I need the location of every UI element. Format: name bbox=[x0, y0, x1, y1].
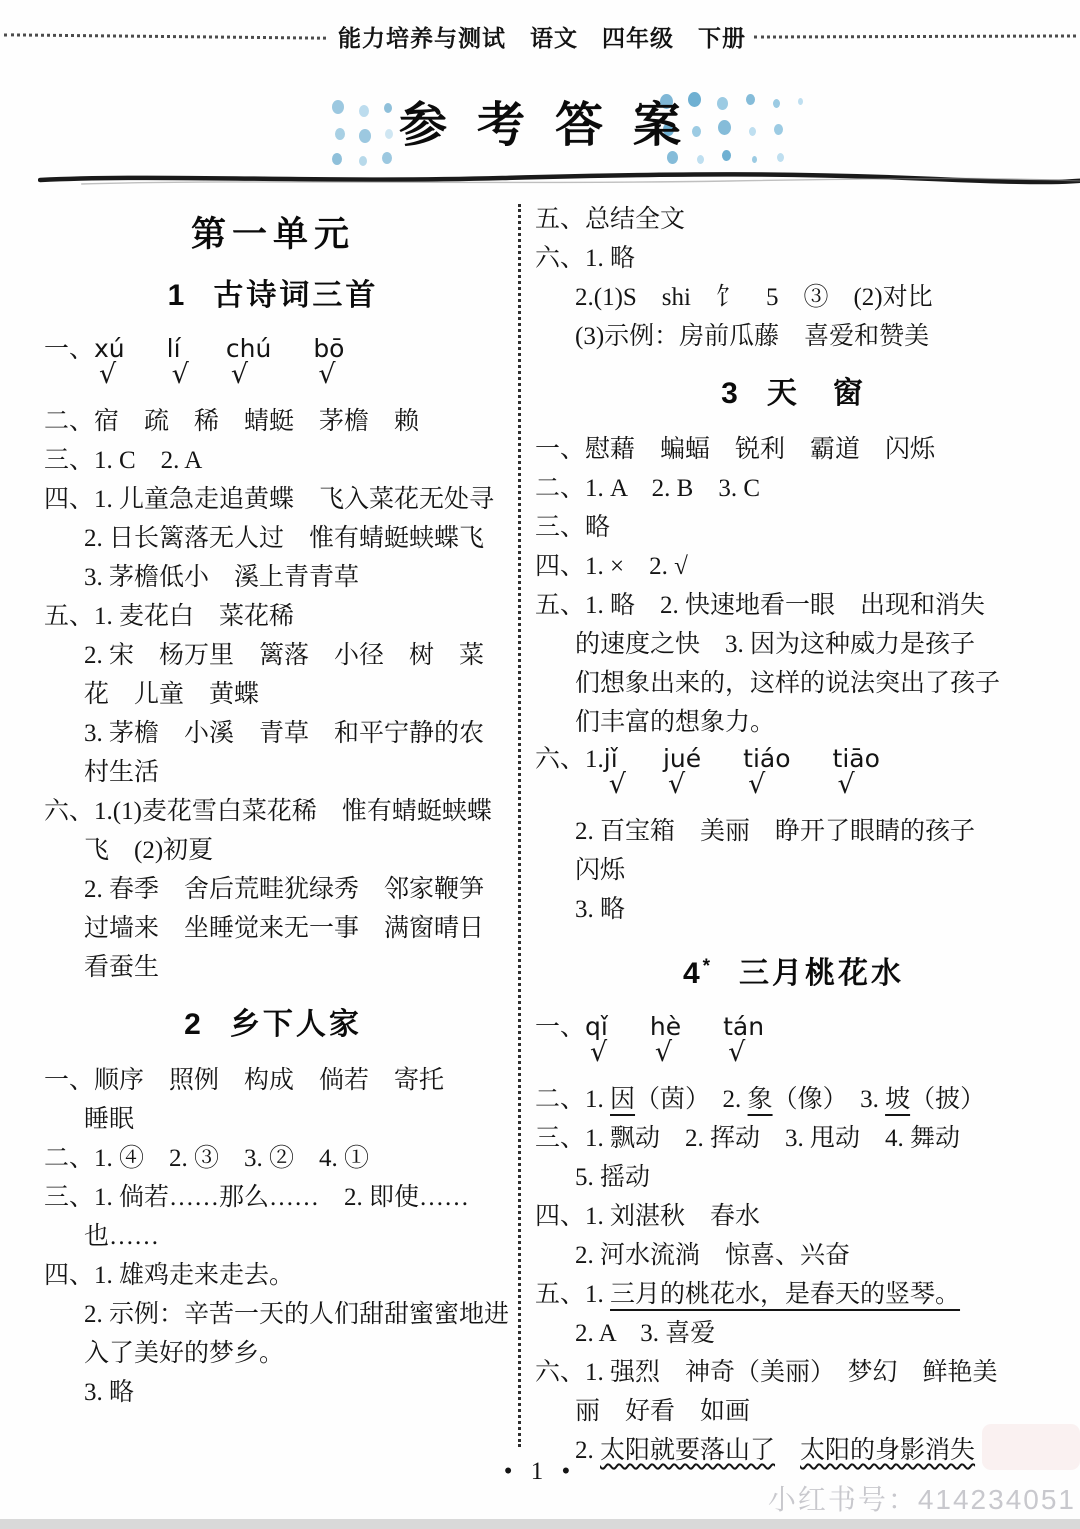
answer-line bbox=[535, 317, 1052, 356]
pinyin-text: tán bbox=[723, 1012, 765, 1041]
answer-text: 的速度之快 3. 因为这种威力是孩子 bbox=[575, 631, 976, 658]
answer-text: 2. 河水流淌 惊喜、兴奋 bbox=[575, 1242, 851, 1269]
page-title: 参考答案 bbox=[398, 99, 711, 152]
answer-text: 们想象出来的，这样的说法突出了孩子 bbox=[575, 670, 1001, 697]
answer-text: 花 儿童 黄蝶 bbox=[84, 681, 260, 708]
answer-line bbox=[44, 1217, 502, 1256]
pinyin-item bbox=[832, 742, 880, 800]
answer-line bbox=[44, 636, 502, 675]
answer-text: 5. 摇动 bbox=[575, 1164, 651, 1191]
lesson-heading bbox=[535, 947, 1052, 994]
lesson-number: 2 bbox=[184, 1008, 204, 1041]
pinyin-text: qǐ bbox=[585, 1012, 608, 1041]
answer-line bbox=[535, 508, 1052, 547]
check-mark-icon: √ bbox=[608, 769, 626, 800]
pinyin-text: chú bbox=[225, 334, 272, 363]
answer-text: 一、慰藉 蝙蝠 锐利 霸道 闪烁 bbox=[535, 436, 936, 463]
answer-line bbox=[535, 1119, 1052, 1158]
header-dotted-line-right bbox=[754, 34, 1076, 38]
answer-line bbox=[44, 753, 502, 792]
answer-line bbox=[44, 675, 502, 714]
lesson-number: 3 bbox=[721, 377, 741, 410]
answer-line bbox=[535, 1353, 1052, 1392]
lesson-star: * bbox=[702, 956, 714, 977]
pinyin-text: jǐ bbox=[603, 744, 618, 773]
page-number: • 1 • bbox=[503, 1458, 577, 1485]
pinyin-item bbox=[649, 1010, 682, 1068]
answer-text: 2.(1)S shi 饣 5 ③ (2)对比 bbox=[575, 284, 933, 311]
answer-line bbox=[535, 851, 1052, 890]
answer-line bbox=[44, 831, 502, 870]
check-mark-icon: √ bbox=[230, 359, 249, 390]
lesson-number: 4* bbox=[682, 956, 714, 990]
answer-text: 2. 示例：辛苦一天的人们甜甜蜜蜜地进 bbox=[84, 1301, 510, 1328]
answer-line bbox=[44, 441, 502, 480]
answer-item-marker: 六、1. bbox=[535, 746, 604, 773]
answer-text: 2. bbox=[575, 1437, 600, 1464]
check-mark-icon: √ bbox=[590, 1037, 608, 1068]
answer-text: 六、1. 略 bbox=[535, 245, 636, 272]
answer-line bbox=[44, 1061, 502, 1100]
answer-item-marker: 一、 bbox=[535, 1014, 586, 1041]
answer-line bbox=[535, 1080, 1052, 1119]
check-mark-icon: √ bbox=[654, 1037, 673, 1068]
answer-text: 闪烁 bbox=[575, 857, 626, 884]
pinyin-text: tiāo bbox=[832, 744, 880, 773]
pinyin-answer-line bbox=[44, 332, 502, 402]
check-mark-icon: √ bbox=[728, 1037, 746, 1068]
answer-text: 2. 春季 舍后荒畦犹绿秀 邻家鞭笋 bbox=[84, 876, 485, 903]
pinyin-item bbox=[225, 332, 272, 390]
answer-text: 五、1. bbox=[535, 1281, 611, 1308]
answer-line bbox=[44, 792, 502, 831]
pinyin-text: tiáo bbox=[743, 744, 791, 773]
answer-line bbox=[44, 909, 502, 948]
check-mark-icon: √ bbox=[748, 769, 766, 800]
answer-line bbox=[535, 1197, 1052, 1236]
answer-text: （披） bbox=[910, 1086, 986, 1113]
left-column bbox=[44, 200, 510, 1485]
page-header bbox=[0, 20, 1080, 53]
header-dotted-line-left bbox=[4, 33, 326, 39]
answer-text: 3. 略 bbox=[575, 896, 626, 923]
answer-text: 三、略 bbox=[535, 514, 611, 541]
answer-line bbox=[535, 1392, 1052, 1431]
answer-columns bbox=[44, 200, 1052, 1485]
pinyin-item bbox=[723, 1010, 765, 1068]
pinyin-answer-line bbox=[535, 1010, 1052, 1080]
answer-text: 二、宿 疏 稀 蜻蜓 茅檐 赖 bbox=[44, 408, 420, 435]
lesson-title: 古诗词三首 bbox=[213, 279, 379, 312]
answer-line bbox=[44, 1295, 510, 1334]
column-divider bbox=[518, 204, 521, 1447]
header-title: 能力培养与测试 语文 四年级 下册 bbox=[338, 25, 746, 51]
answer-text: 四、1. 雄鸡走来走去。 bbox=[44, 1262, 295, 1289]
answer-text: 飞 (2)初夏 bbox=[84, 837, 214, 864]
answer-text: 一、顺序 照例 构成 倘若 寄托 bbox=[44, 1067, 445, 1094]
answer-line bbox=[535, 890, 1052, 929]
answer-text: 二、1. A 2. B 3. C bbox=[535, 475, 761, 502]
answer-text: 太阳的身影消失 bbox=[800, 1437, 976, 1464]
answer-text: 因 bbox=[610, 1086, 636, 1113]
answer-line bbox=[535, 278, 1052, 317]
answer-text: 六、1.(1)麦花雪白菜花稀 惟有蜻蜓蛱蝶 bbox=[44, 798, 492, 825]
answer-line bbox=[44, 1334, 502, 1373]
answer-text: 3. 略 bbox=[84, 1379, 135, 1406]
title-row bbox=[0, 86, 1080, 155]
answer-line bbox=[535, 547, 1052, 586]
pinyin-item bbox=[585, 1010, 608, 1068]
lesson-number: 1 bbox=[167, 279, 188, 312]
title-divider-rule bbox=[38, 170, 1080, 188]
answer-line bbox=[535, 664, 1052, 703]
answer-line bbox=[535, 430, 1052, 469]
answer-line bbox=[44, 1100, 502, 1139]
answer-line bbox=[535, 1236, 1052, 1275]
answer-text: 三、1. 飘动 2. 挥动 3. 甩动 4. 舞动 bbox=[535, 1125, 961, 1152]
answer-text: 四、1. × 2. √ bbox=[535, 553, 688, 580]
answer-text: 象 bbox=[747, 1086, 773, 1113]
answer-line bbox=[44, 714, 502, 753]
answer-line bbox=[535, 1275, 1052, 1314]
answer-line bbox=[44, 1178, 502, 1217]
pinyin-item bbox=[94, 332, 125, 390]
answer-text: 三、1. C 2. A bbox=[44, 447, 203, 474]
answer-line bbox=[44, 948, 502, 987]
answer-text: （像） 3. bbox=[772, 1086, 886, 1113]
answer-text: 过墙来 坐睡觉来无一事 满窗晴日 bbox=[84, 915, 485, 942]
answer-text: 五、1. 麦花白 菜花稀 bbox=[44, 603, 295, 630]
answer-line bbox=[535, 1314, 1052, 1353]
answer-text: 2. 日长篱落无人过 惟有蜻蜓蛱蝶飞 bbox=[84, 525, 485, 552]
answer-line bbox=[535, 586, 1052, 625]
answer-text: 2. 宋 杨万里 篱落 小径 树 菜 bbox=[84, 642, 485, 669]
answer-text: 3. 茅檐低小 溪上青青草 bbox=[84, 564, 360, 591]
answer-text: （茵） 2. bbox=[635, 1086, 748, 1113]
answer-text: 三、1. 倘若……那么…… 2. 即使…… bbox=[44, 1184, 470, 1211]
answer-text: 看蚕生 bbox=[84, 954, 160, 981]
answer-line bbox=[44, 519, 502, 558]
answer-line bbox=[44, 597, 502, 636]
answer-text: 入了美好的梦乡。 bbox=[84, 1340, 285, 1367]
pinyin-text: lí bbox=[166, 334, 181, 363]
answer-text: 五、总结全文 bbox=[535, 206, 686, 233]
answer-text: 们丰富的想象力。 bbox=[575, 709, 776, 736]
lesson-heading bbox=[44, 1005, 502, 1045]
answer-line bbox=[535, 239, 1052, 278]
answer-line bbox=[44, 1373, 502, 1412]
pinyin-item bbox=[662, 742, 702, 800]
watermark-text: 小红书号：414234051 bbox=[767, 1484, 1076, 1515]
answer-text: 太阳就要落山了 bbox=[600, 1437, 776, 1464]
pinyin-text: hè bbox=[649, 1012, 682, 1041]
answer-line bbox=[44, 1256, 502, 1295]
answer-line bbox=[44, 402, 502, 441]
lesson-title: 三月桃花水 bbox=[739, 957, 905, 990]
answer-text: 丽 好看 如画 bbox=[575, 1398, 751, 1425]
lesson-title: 乡下人家 bbox=[229, 1008, 362, 1041]
answer-text: 二、1. bbox=[535, 1086, 611, 1113]
lesson-title: 天 窗 bbox=[766, 377, 866, 410]
scan-edge-bar bbox=[0, 1519, 1080, 1529]
pinyin-item bbox=[743, 742, 791, 800]
lesson-heading bbox=[535, 374, 1052, 414]
check-mark-icon: √ bbox=[171, 359, 189, 390]
lesson-heading bbox=[44, 276, 502, 316]
answer-text: 村生活 bbox=[84, 759, 160, 786]
pinyin-text: bō bbox=[313, 334, 345, 363]
answer-text: 五、1. 略 2. 快速地看一眼 出现和消失 bbox=[535, 592, 986, 619]
check-mark-icon: √ bbox=[99, 359, 117, 390]
pinyin-text: xú bbox=[94, 334, 125, 363]
answer-text: 2. A 3. 喜爱 bbox=[575, 1320, 716, 1347]
answer-line bbox=[535, 703, 1052, 742]
answer-line bbox=[535, 625, 1052, 664]
answer-item-marker: 一、 bbox=[44, 336, 95, 363]
answer-text: 坡 bbox=[885, 1086, 911, 1113]
answer-text: 四、1. 儿童急走追黄蝶 飞入菜花无处寻 bbox=[44, 486, 495, 513]
answer-line bbox=[535, 469, 1052, 508]
check-mark-icon: √ bbox=[837, 769, 855, 800]
check-mark-icon: √ bbox=[318, 359, 336, 390]
answer-text: 三月的桃花水，是春天的竖琴。 bbox=[610, 1281, 961, 1308]
answer-text: 六、1. 强烈 神奇（美丽） 梦幻 鲜艳美 bbox=[535, 1359, 998, 1386]
answer-line bbox=[44, 1139, 502, 1178]
answer-line bbox=[44, 870, 502, 909]
answer-text: 2. 百宝箱 美丽 睁开了眼睛的孩子 bbox=[575, 818, 976, 845]
answer-text: 二、1. ④ 2. ③ 3. ② 4. ① bbox=[44, 1145, 370, 1172]
answer-line bbox=[535, 812, 1052, 851]
answer-text: 四、1. 刘湛秋 春水 bbox=[535, 1203, 761, 1230]
pinyin-text: jué bbox=[662, 744, 702, 773]
answer-line bbox=[44, 558, 502, 597]
answer-text: 3. 茅檐 小溪 青草 和平宁静的农 bbox=[84, 720, 485, 747]
answer-line bbox=[44, 480, 502, 519]
pinyin-answer-line bbox=[535, 742, 1052, 812]
pinyin-item bbox=[603, 742, 626, 800]
answer-text: 睡眠 bbox=[84, 1106, 135, 1133]
check-mark-icon: √ bbox=[667, 769, 686, 800]
pinyin-item bbox=[166, 332, 189, 390]
right-column bbox=[529, 200, 1052, 1485]
unit-heading: 第一单元 bbox=[190, 215, 355, 254]
answer-line bbox=[535, 1158, 1052, 1197]
answer-text: (3)示例：房前瓜藤 喜爱和赞美 bbox=[575, 323, 930, 350]
pinyin-item bbox=[313, 332, 345, 390]
answer-text: 也…… bbox=[84, 1223, 160, 1250]
answer-line bbox=[535, 200, 1052, 239]
